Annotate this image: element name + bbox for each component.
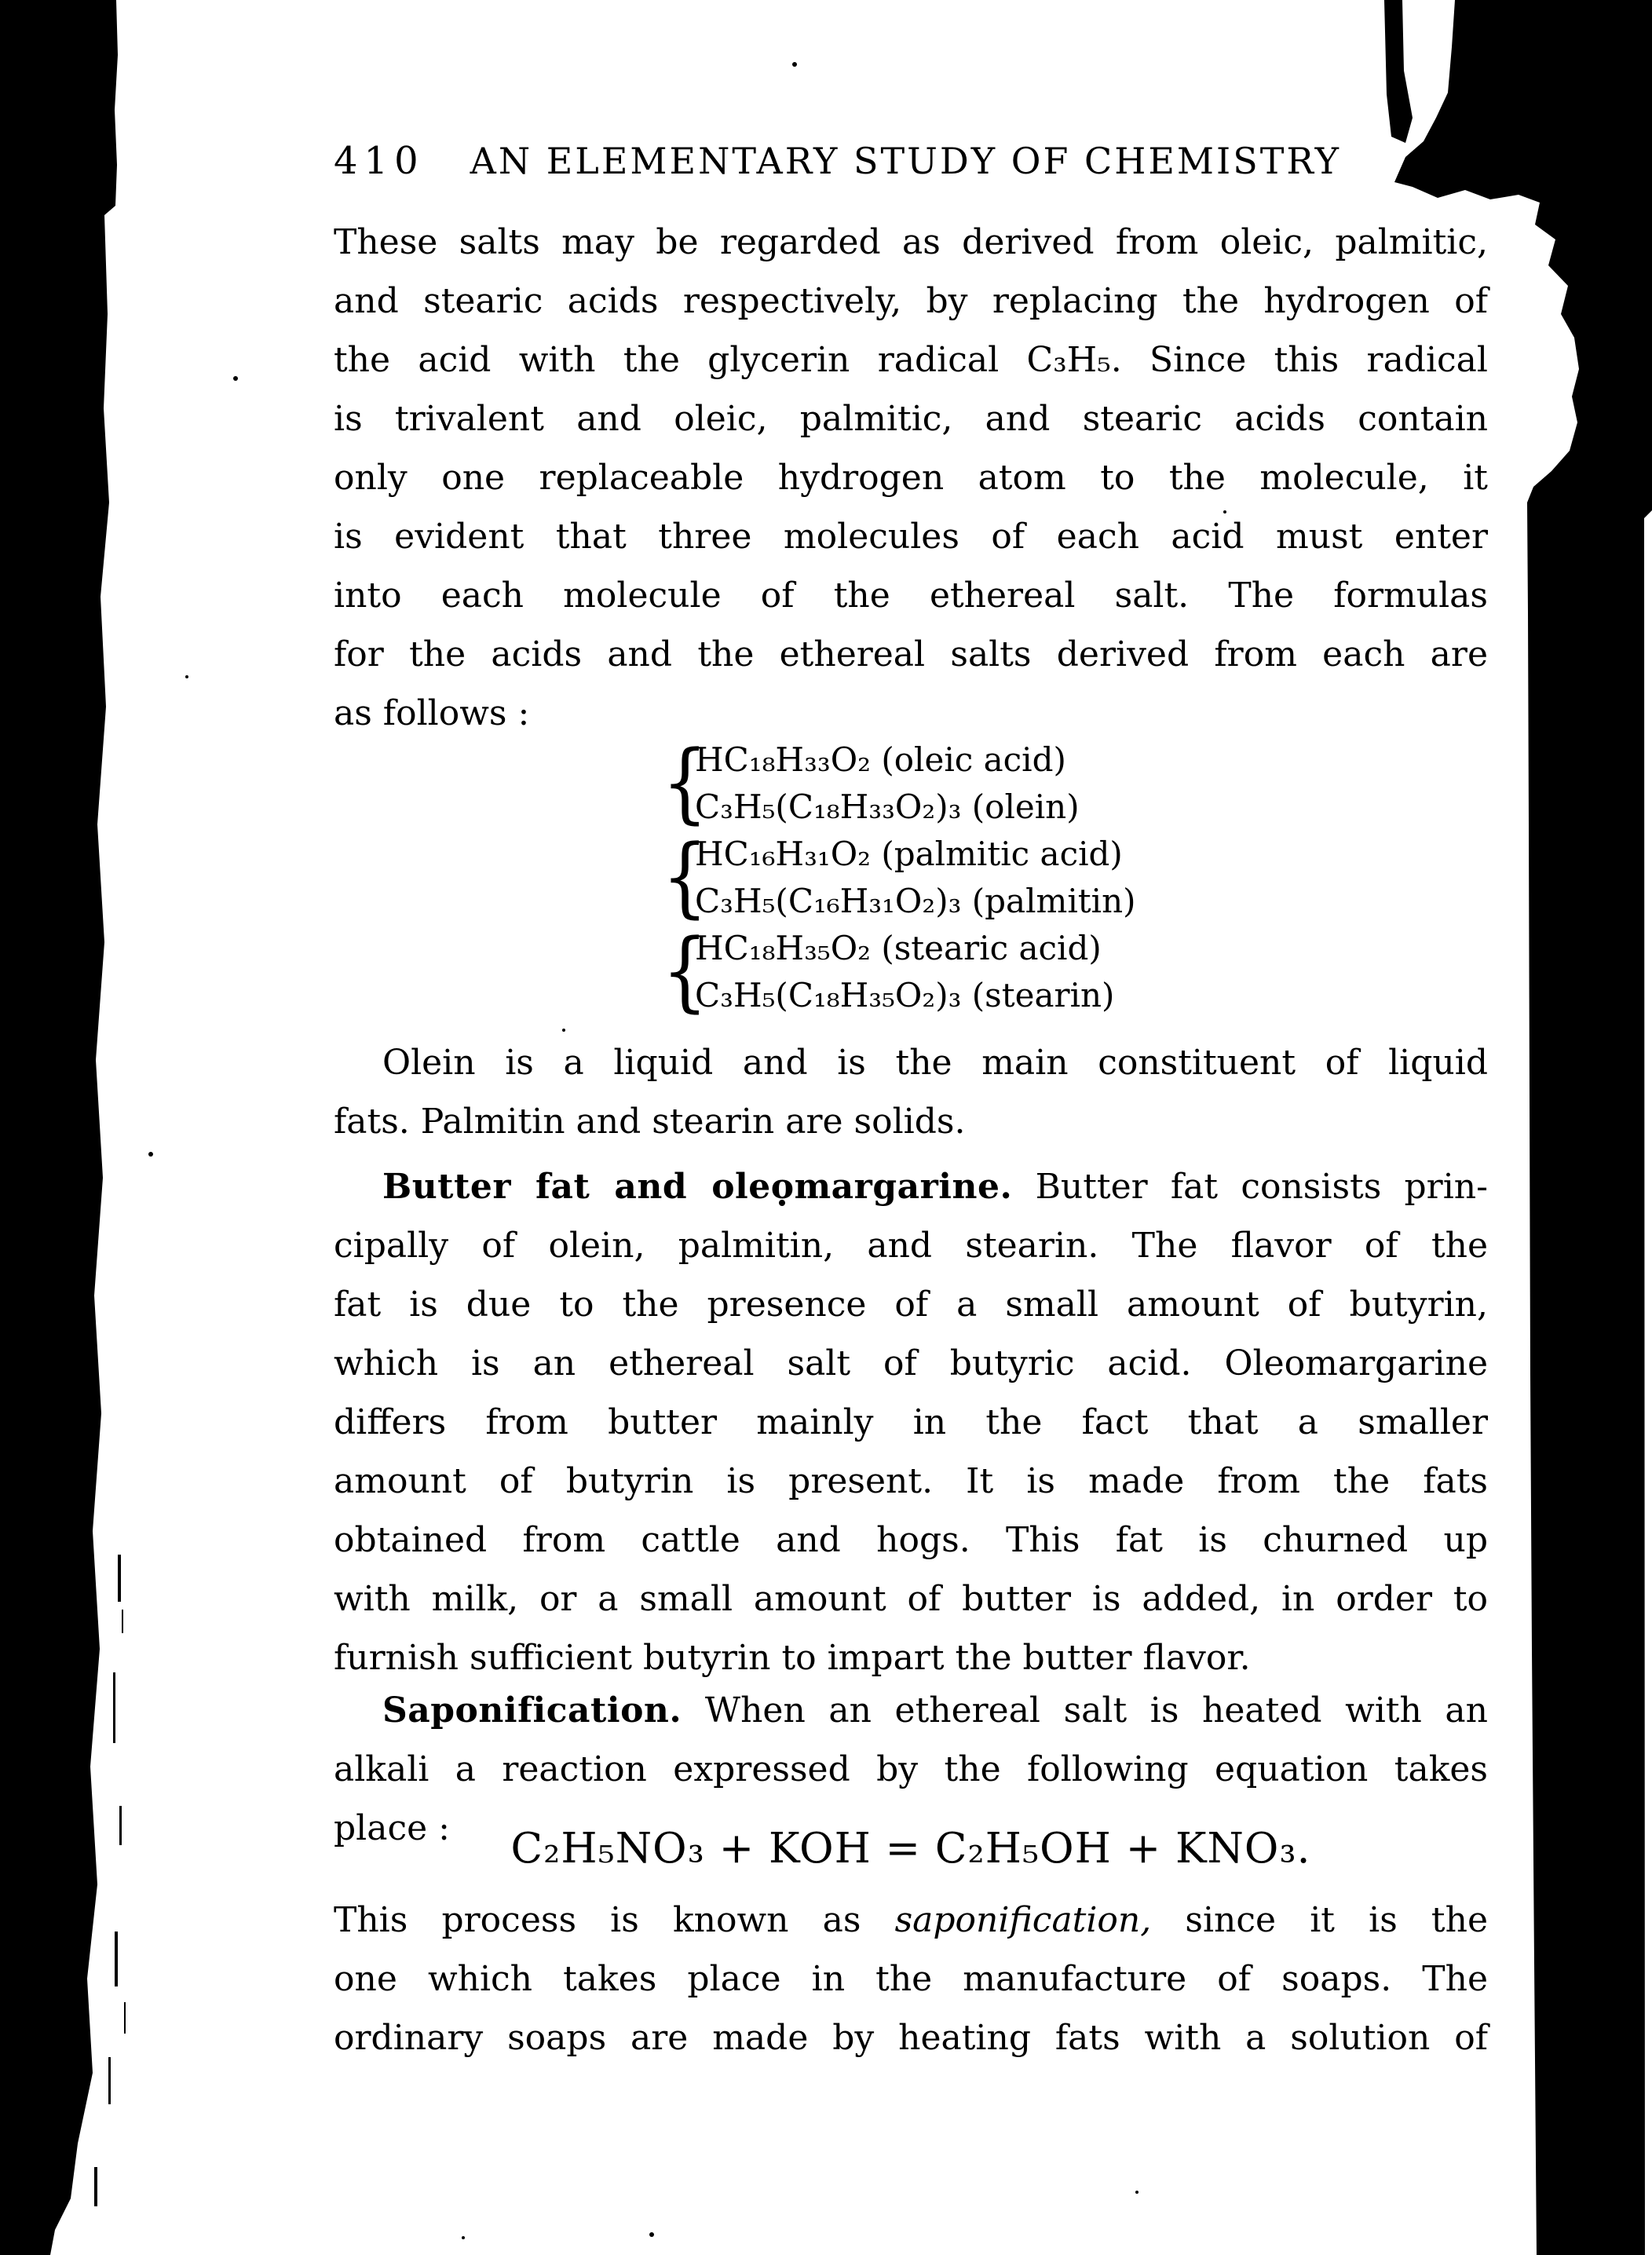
formula-acid-line: HC₁₈H₃₃O₂ (oleic acid) (695, 740, 1066, 779)
text-segment: since it is the (1151, 1900, 1488, 1940)
text-line: These salts may be regarded as derived from oleic, palmitic, (334, 222, 1488, 262)
book-title: AN ELEMENTARY STUDY OF CHEMISTRY (470, 140, 1341, 182)
text-line: one which takes place in the manufacture of soaps. The (334, 1959, 1488, 1999)
text-line: as follows : (334, 693, 530, 733)
formula-pair-oleic (662, 733, 1488, 834)
text-line: obtained from cattle and hogs. This fat is churned up (334, 1520, 1488, 1560)
formula-salt-line: C₃H₅(C₁₆H₃₁O₂)₃ (palmitin) (695, 882, 1136, 920)
text-line: is evident that three molecules of each acid must enter (334, 517, 1488, 557)
paragraph-olein (334, 1033, 1488, 1151)
text-line: for the acids and the ethereal salts derived from each are (334, 634, 1488, 674)
text-line: cipally of olein, palmitin, and stearin. The flavor of the (334, 1226, 1488, 1266)
paragraph-intro (334, 213, 1488, 743)
text-line: furnish sufficient butyrin to impart the butter flavor. (334, 1638, 1251, 1678)
text-line: and stearic acids respectively, by replacing the hydrogen of (334, 281, 1488, 321)
text-line (334, 1681, 1488, 1740)
formula-pair-stearic (662, 921, 1488, 1022)
formula-block (662, 733, 1488, 1022)
scan-black-bar-left (0, 0, 118, 2255)
paragraph-final (334, 1891, 1488, 2067)
equation-row (334, 1799, 1488, 1873)
formula-lines (695, 831, 1136, 925)
scan-ink-finger (1384, 0, 1413, 143)
left-brace: { (662, 733, 708, 834)
text-segment: Butter fat consists prin- (1035, 1167, 1488, 1207)
text-segment: When an ethereal salt is heated with an (704, 1690, 1488, 1731)
formula-salt-line: C₃H₅(C₁₈H₃₃O₂)₃ (olein) (695, 788, 1080, 826)
saponification-heading: Saponification. (382, 1690, 682, 1731)
text-line: amount of butyrin is present. It is made from the fats (334, 1461, 1488, 1501)
formula-pair-palmitic (662, 827, 1488, 928)
text-line: is trivalent and oleic, palmitic, and stearic acids contain (334, 399, 1488, 439)
text-line: fats. Palmitin and stearin are solids. (334, 1102, 966, 1142)
formula-acid-line: HC₁₆H₃₁O₂ (palmitic acid) (695, 835, 1123, 873)
formula-salt-line: C₃H₅(C₁₈H₃₅O₂)₃ (stearin) (695, 976, 1115, 1014)
text-line: alkali a reaction expressed by the following equation takes (334, 1749, 1488, 1789)
paragraph-saponification (334, 1681, 1488, 1873)
formula-lines (695, 925, 1114, 1019)
text-line: which is an ethereal salt of butyric acid. Oleomargarine (334, 1343, 1488, 1383)
text-line: ordinary soaps are made by heating fats with a solution of (334, 2018, 1488, 2058)
text-segment: This process is known as (334, 1900, 895, 1940)
text-line: fat is due to the presence of a small amount of butyrin, (334, 1285, 1488, 1325)
text-line: Olein is a liquid and is the main constituent of liquid (382, 1043, 1488, 1083)
running-header (334, 132, 1488, 191)
page-number: 410 (334, 139, 425, 183)
formula-lines (695, 736, 1080, 831)
text-line: only one replaceable hydrogen atom to the molecule, it (334, 458, 1488, 498)
text-line: into each molecule of the ethereal salt. The formulas (334, 576, 1488, 616)
page-content (334, 132, 1488, 2067)
text-line: differs from butter mainly in the fact that a smaller (334, 1402, 1488, 1442)
text-line: the acid with the glycerin radical C₃H₅. Since this radical (334, 340, 1488, 380)
paragraph-butterfat (334, 1157, 1488, 1687)
text-line (334, 1157, 1488, 1216)
text-line (334, 1891, 1488, 1950)
text-segment: place : (334, 1808, 450, 1848)
butterfat-heading: Butter fat and oleomargarine. (382, 1167, 1013, 1207)
left-brace: { (662, 921, 708, 1022)
left-brace: { (662, 827, 708, 928)
italic-term: saponification, (894, 1900, 1152, 1940)
chemical-equation: C₂H₅NO₃ + KOH = C₂H₅OH + KNO₃. (510, 1825, 1311, 1873)
text-line: with milk, or a small amount of butter is added, in order to (334, 1579, 1488, 1619)
formula-acid-line: HC₁₈H₃₅O₂ (stearic acid) (695, 929, 1102, 967)
